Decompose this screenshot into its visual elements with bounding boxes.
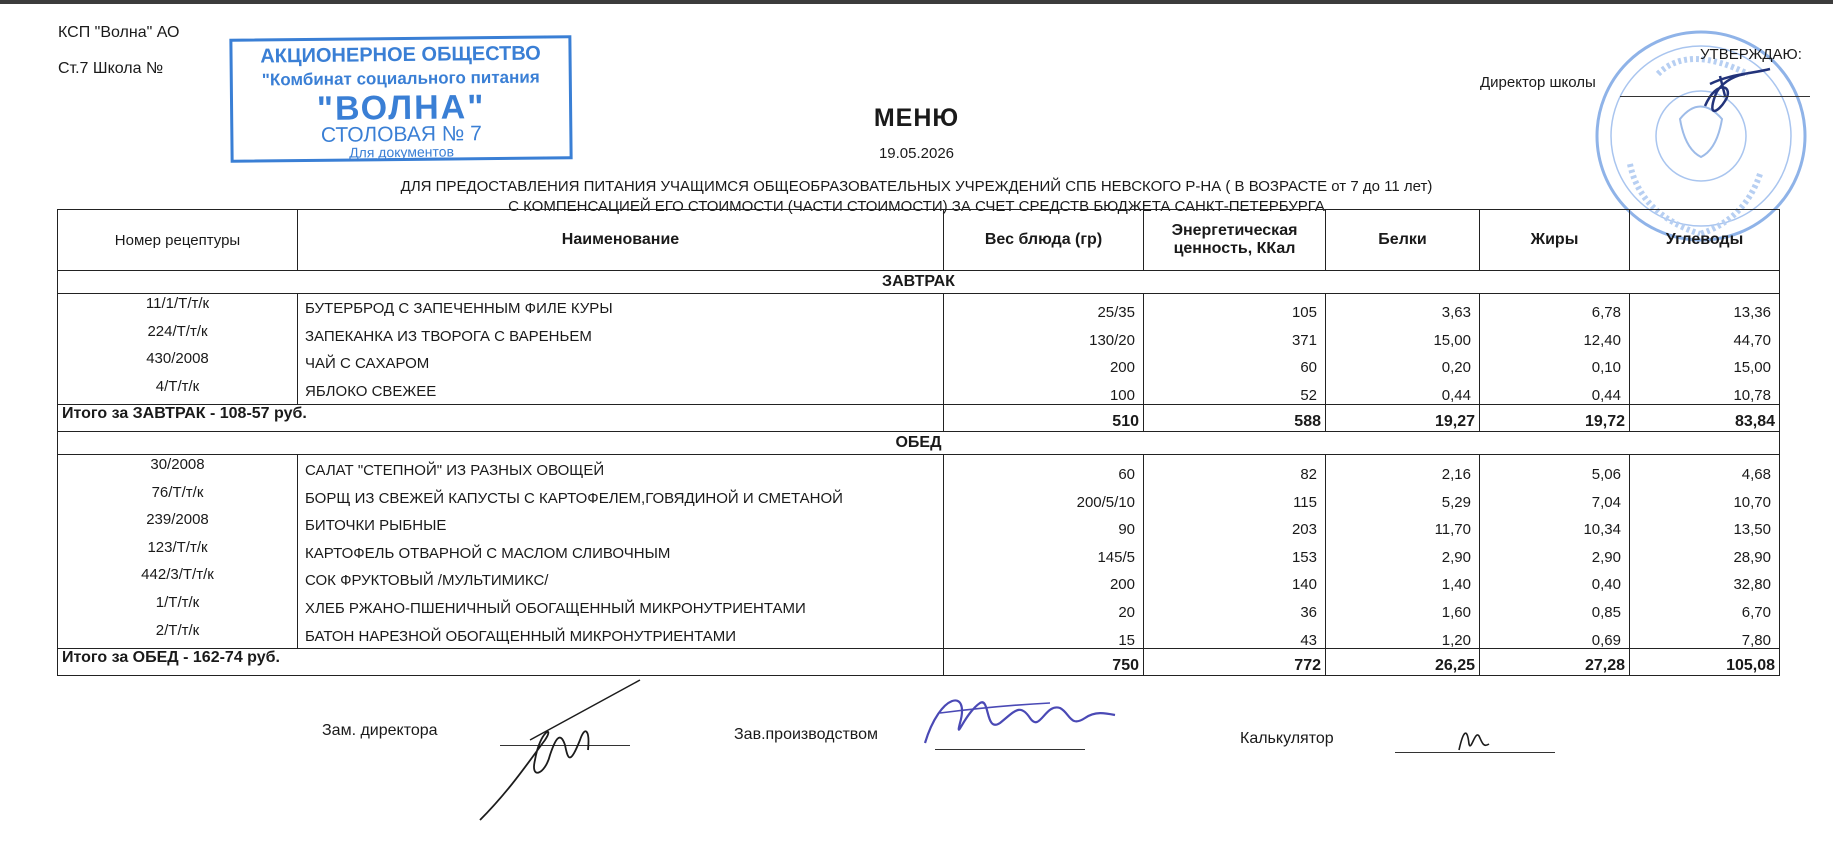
name-cell xyxy=(298,294,944,405)
approve-label: УТВЕРЖДАЮ: xyxy=(1700,46,1802,63)
recipe-code: 442/3/Т/т/к xyxy=(141,566,214,584)
dish-name: БИТОЧКИ РЫБНЫЕ xyxy=(305,517,447,535)
deputy-signature-icon xyxy=(470,670,650,830)
subtitle-line-1: ДЛЯ ПРЕДОСТАВЛЕНИЯ ПИТАНИЯ УЧАЩИМСЯ ОБЩЕОБРАЗОВАТЕЛЬНЫХ УЧРЕЖДЕНИЙ СПБ НЕВСКОГО Р-НА ( В ВОЗРАСТЕ от 7 до 11 лет) xyxy=(400,178,1433,195)
dish-protein: 1,40 xyxy=(1441,576,1471,594)
recipe-code: 123/Т/т/к xyxy=(147,538,208,556)
dish-name: ЗАПЕКАНКА ИЗ ТВОРОГА С ВАРЕНЬЕМ xyxy=(305,327,592,345)
recipe-code: 239/2008 xyxy=(146,511,209,529)
dish-carbs: 6,70 xyxy=(1741,603,1771,621)
production-signature-icon xyxy=(920,683,1120,753)
dish-fat: 0,44 xyxy=(1591,386,1621,404)
menu-table xyxy=(57,209,1780,676)
stamp-line: Для документов xyxy=(349,143,455,161)
dish-carbs: 7,80 xyxy=(1741,631,1771,649)
dish-weight: 200 xyxy=(1109,359,1135,376)
dish-weight: 200 xyxy=(1109,576,1135,594)
total-protein: 26,25 xyxy=(1326,649,1480,676)
dish-energy: 52 xyxy=(1300,386,1317,404)
col-header-name: Наименование xyxy=(298,210,944,271)
dish-energy: 371 xyxy=(1291,331,1317,349)
dish-energy: 203 xyxy=(1291,521,1317,539)
energy-cell xyxy=(1144,294,1326,405)
dish-carbs: 4,68 xyxy=(1741,466,1771,483)
dish-name: ЧАЙ С САХАРОМ xyxy=(305,355,430,372)
dish-protein: 15,00 xyxy=(1433,331,1471,349)
dish-protein: 2,90 xyxy=(1441,548,1471,566)
company-stamp xyxy=(229,35,572,163)
production-manager-label: Зав.производством xyxy=(734,726,878,743)
dish-name: БАТОН НАРЕЗНОЙ ОБОГАЩЕННЫЙ МИКРОНУТРИЕНТАМИ xyxy=(305,627,737,645)
recipe-code: 11/1/Т/т/к xyxy=(145,295,210,312)
energy-cell xyxy=(1144,455,1326,649)
section-title: ЗАВТРАК xyxy=(58,271,1780,294)
total-label: Итого за ОБЕД - 162-74 руб. xyxy=(58,649,944,676)
dish-fat: 0,10 xyxy=(1591,359,1621,376)
stamp-line: "Комбинат социального питания xyxy=(261,67,540,90)
calculator-signature-icon xyxy=(1455,722,1495,754)
dish-carbs: 10,70 xyxy=(1733,493,1771,511)
dish-name: КАРТОФЕЛЬ ОТВАРНОЙ С МАСЛОМ СЛИВОЧНЫМ xyxy=(305,544,671,562)
dish-carbs: 13,50 xyxy=(1733,521,1771,539)
stamp-line: СТОЛОВАЯ № 7 xyxy=(320,122,482,147)
protein-cell xyxy=(1326,294,1480,405)
carbs-cell xyxy=(1630,294,1780,405)
total-fat: 27,28 xyxy=(1480,649,1630,676)
subtitle-line-2: С КОМПЕНСАЦИЕЙ ЕГО СТОИМОСТИ (ЧАСТИ СТОИМОСТИ) ЗА СЧЕТ СРЕДСТВ БЮДЖЕТА САНКТ-ПЕТЕРБУРГА xyxy=(508,198,1325,215)
dish-protein: 5,29 xyxy=(1441,493,1471,511)
dish-protein: 2,16 xyxy=(1441,466,1471,483)
dish-fat: 7,04 xyxy=(1591,493,1621,511)
weight-cell xyxy=(944,294,1144,405)
recipe-code: 76/Т/т/к xyxy=(151,483,204,501)
carbs-cell xyxy=(1630,455,1780,649)
code-cell xyxy=(58,455,298,649)
table-header-row xyxy=(58,210,1780,271)
recipe-code: 30/2008 xyxy=(150,456,205,473)
dish-weight: 20 xyxy=(1118,603,1135,621)
dish-energy: 82 xyxy=(1300,466,1317,483)
dish-energy: 153 xyxy=(1291,548,1317,566)
menu-date: 19.05.2026 xyxy=(878,145,955,162)
fat-cell xyxy=(1480,294,1630,405)
stamp-line: АКЦИОНЕРНОЕ ОБЩЕСТВО xyxy=(260,42,541,68)
page-title: МЕНЮ xyxy=(873,104,960,132)
col-header-carbs: Углеводы xyxy=(1630,210,1780,271)
col-header-weight: Вес блюда (гр) xyxy=(944,210,1144,271)
recipe-code: 2/Т/т/к xyxy=(155,621,200,639)
dish-weight: 130/20 xyxy=(1089,331,1135,349)
dish-carbs: 13,36 xyxy=(1733,304,1771,321)
total-carbs: 105,08 xyxy=(1630,649,1780,676)
dish-energy: 105 xyxy=(1291,304,1317,321)
col-header-fat: Жиры xyxy=(1480,210,1630,271)
fat-cell xyxy=(1480,455,1630,649)
dish-protein: 11,70 xyxy=(1434,521,1471,539)
dish-weight: 60 xyxy=(1118,466,1135,483)
total-fat: 19,72 xyxy=(1480,405,1630,432)
dish-weight: 25/35 xyxy=(1097,304,1135,321)
dish-name: САЛАТ "СТЕПНОЙ" ИЗ РАЗНЫХ ОВОЩЕЙ xyxy=(305,462,605,479)
weight-cell xyxy=(944,455,1144,649)
dish-fat: 6,78 xyxy=(1591,304,1621,321)
total-weight: 750 xyxy=(944,649,1144,676)
dish-name: ЯБЛОКО СВЕЖЕЕ xyxy=(305,382,437,400)
total-weight: 510 xyxy=(944,405,1144,432)
total-energy: 588 xyxy=(1144,405,1326,432)
stamp-line: "ВОЛНА" xyxy=(316,88,486,128)
dish-protein: 3,63 xyxy=(1441,304,1471,321)
code-cell xyxy=(58,294,298,405)
director-signature-line xyxy=(1620,96,1810,97)
dish-fat: 0,40 xyxy=(1591,576,1621,594)
dish-energy: 60 xyxy=(1300,359,1317,376)
dish-fat: 0,69 xyxy=(1591,631,1621,649)
recipe-code: 4/Т/т/к xyxy=(155,377,200,395)
total-row-lunch xyxy=(58,649,1780,676)
dish-fat: 12,40 xyxy=(1583,331,1621,349)
dish-protein: 0,20 xyxy=(1441,359,1471,376)
dish-carbs: 15,00 xyxy=(1733,359,1771,376)
dish-fat: 10,34 xyxy=(1583,521,1621,539)
dish-energy: 36 xyxy=(1300,603,1317,621)
dish-name: ХЛЕБ РЖАНО-ПШЕНИЧНЫЙ ОБОГАЩЕННЫЙ МИКРОНУТРИЕНТАМИ xyxy=(305,599,806,617)
dish-weight: 100 xyxy=(1109,386,1135,404)
total-energy: 772 xyxy=(1144,649,1326,676)
dish-name: СОК ФРУКТОВЫЙ /МУЛЬТИМИКС/ xyxy=(305,572,549,590)
dish-name: БОРЩ ИЗ СВЕЖЕЙ КАПУСТЫ С КАРТОФЕЛЕМ,ГОВЯДИНОЙ И СМЕТАНОЙ xyxy=(305,489,843,507)
dish-carbs: 44,70 xyxy=(1733,331,1771,349)
col-header-energy: Энергетическая ценность, ККал xyxy=(1144,210,1326,271)
calculator-label: Калькулятор xyxy=(1240,730,1334,747)
dish-carbs: 32,80 xyxy=(1733,576,1771,594)
col-header-protein: Белки xyxy=(1326,210,1480,271)
dish-protein: 1,20 xyxy=(1441,631,1471,649)
dish-name: БУТЕРБРОД С ЗАПЕЧЕННЫМ ФИЛЕ КУРЫ xyxy=(305,300,613,317)
dish-energy: 115 xyxy=(1293,493,1317,511)
protein-cell xyxy=(1326,455,1480,649)
dish-weight: 145/5 xyxy=(1097,548,1135,566)
dish-weight: 15 xyxy=(1118,631,1135,649)
dish-fat: 2,90 xyxy=(1591,548,1621,566)
dish-carbs: 10,78 xyxy=(1733,386,1771,404)
section-row-lunch xyxy=(58,432,1780,455)
deputy-director-label: Зам. директора xyxy=(322,722,438,739)
lunch-items xyxy=(58,455,1780,649)
dish-fat: 5,06 xyxy=(1591,466,1621,483)
total-label: Итого за ЗАВТРАК - 108-57 руб. xyxy=(58,405,944,432)
dish-weight: 90 xyxy=(1118,521,1135,539)
recipe-code: 430/2008 xyxy=(146,350,209,367)
dish-protein: 0,44 xyxy=(1441,386,1471,404)
total-protein: 19,27 xyxy=(1326,405,1480,432)
recipe-code: 224/Т/т/к xyxy=(147,322,208,340)
dish-fat: 0,85 xyxy=(1591,603,1621,621)
dish-energy: 43 xyxy=(1300,631,1317,649)
dish-energy: 140 xyxy=(1291,576,1317,594)
total-row-breakfast xyxy=(58,405,1780,432)
col-header-code: Номер рецептуры xyxy=(58,210,298,271)
breakfast-items xyxy=(58,294,1780,405)
total-carbs: 83,84 xyxy=(1630,405,1780,432)
dish-protein: 1,60 xyxy=(1441,603,1471,621)
name-cell xyxy=(298,455,944,649)
organization-name: КСП "Волна" АО xyxy=(58,24,180,41)
dish-weight: 200/5/10 xyxy=(1076,493,1135,511)
section-row-breakfast xyxy=(58,271,1780,294)
director-label: Директор школы xyxy=(1480,74,1596,91)
recipe-code: 1/Т/т/к xyxy=(155,593,200,611)
section-title: ОБЕД xyxy=(58,432,1780,455)
dish-carbs: 28,90 xyxy=(1733,548,1771,566)
top-border xyxy=(0,0,1833,4)
school-name: Ст.7 Школа № xyxy=(58,60,164,77)
